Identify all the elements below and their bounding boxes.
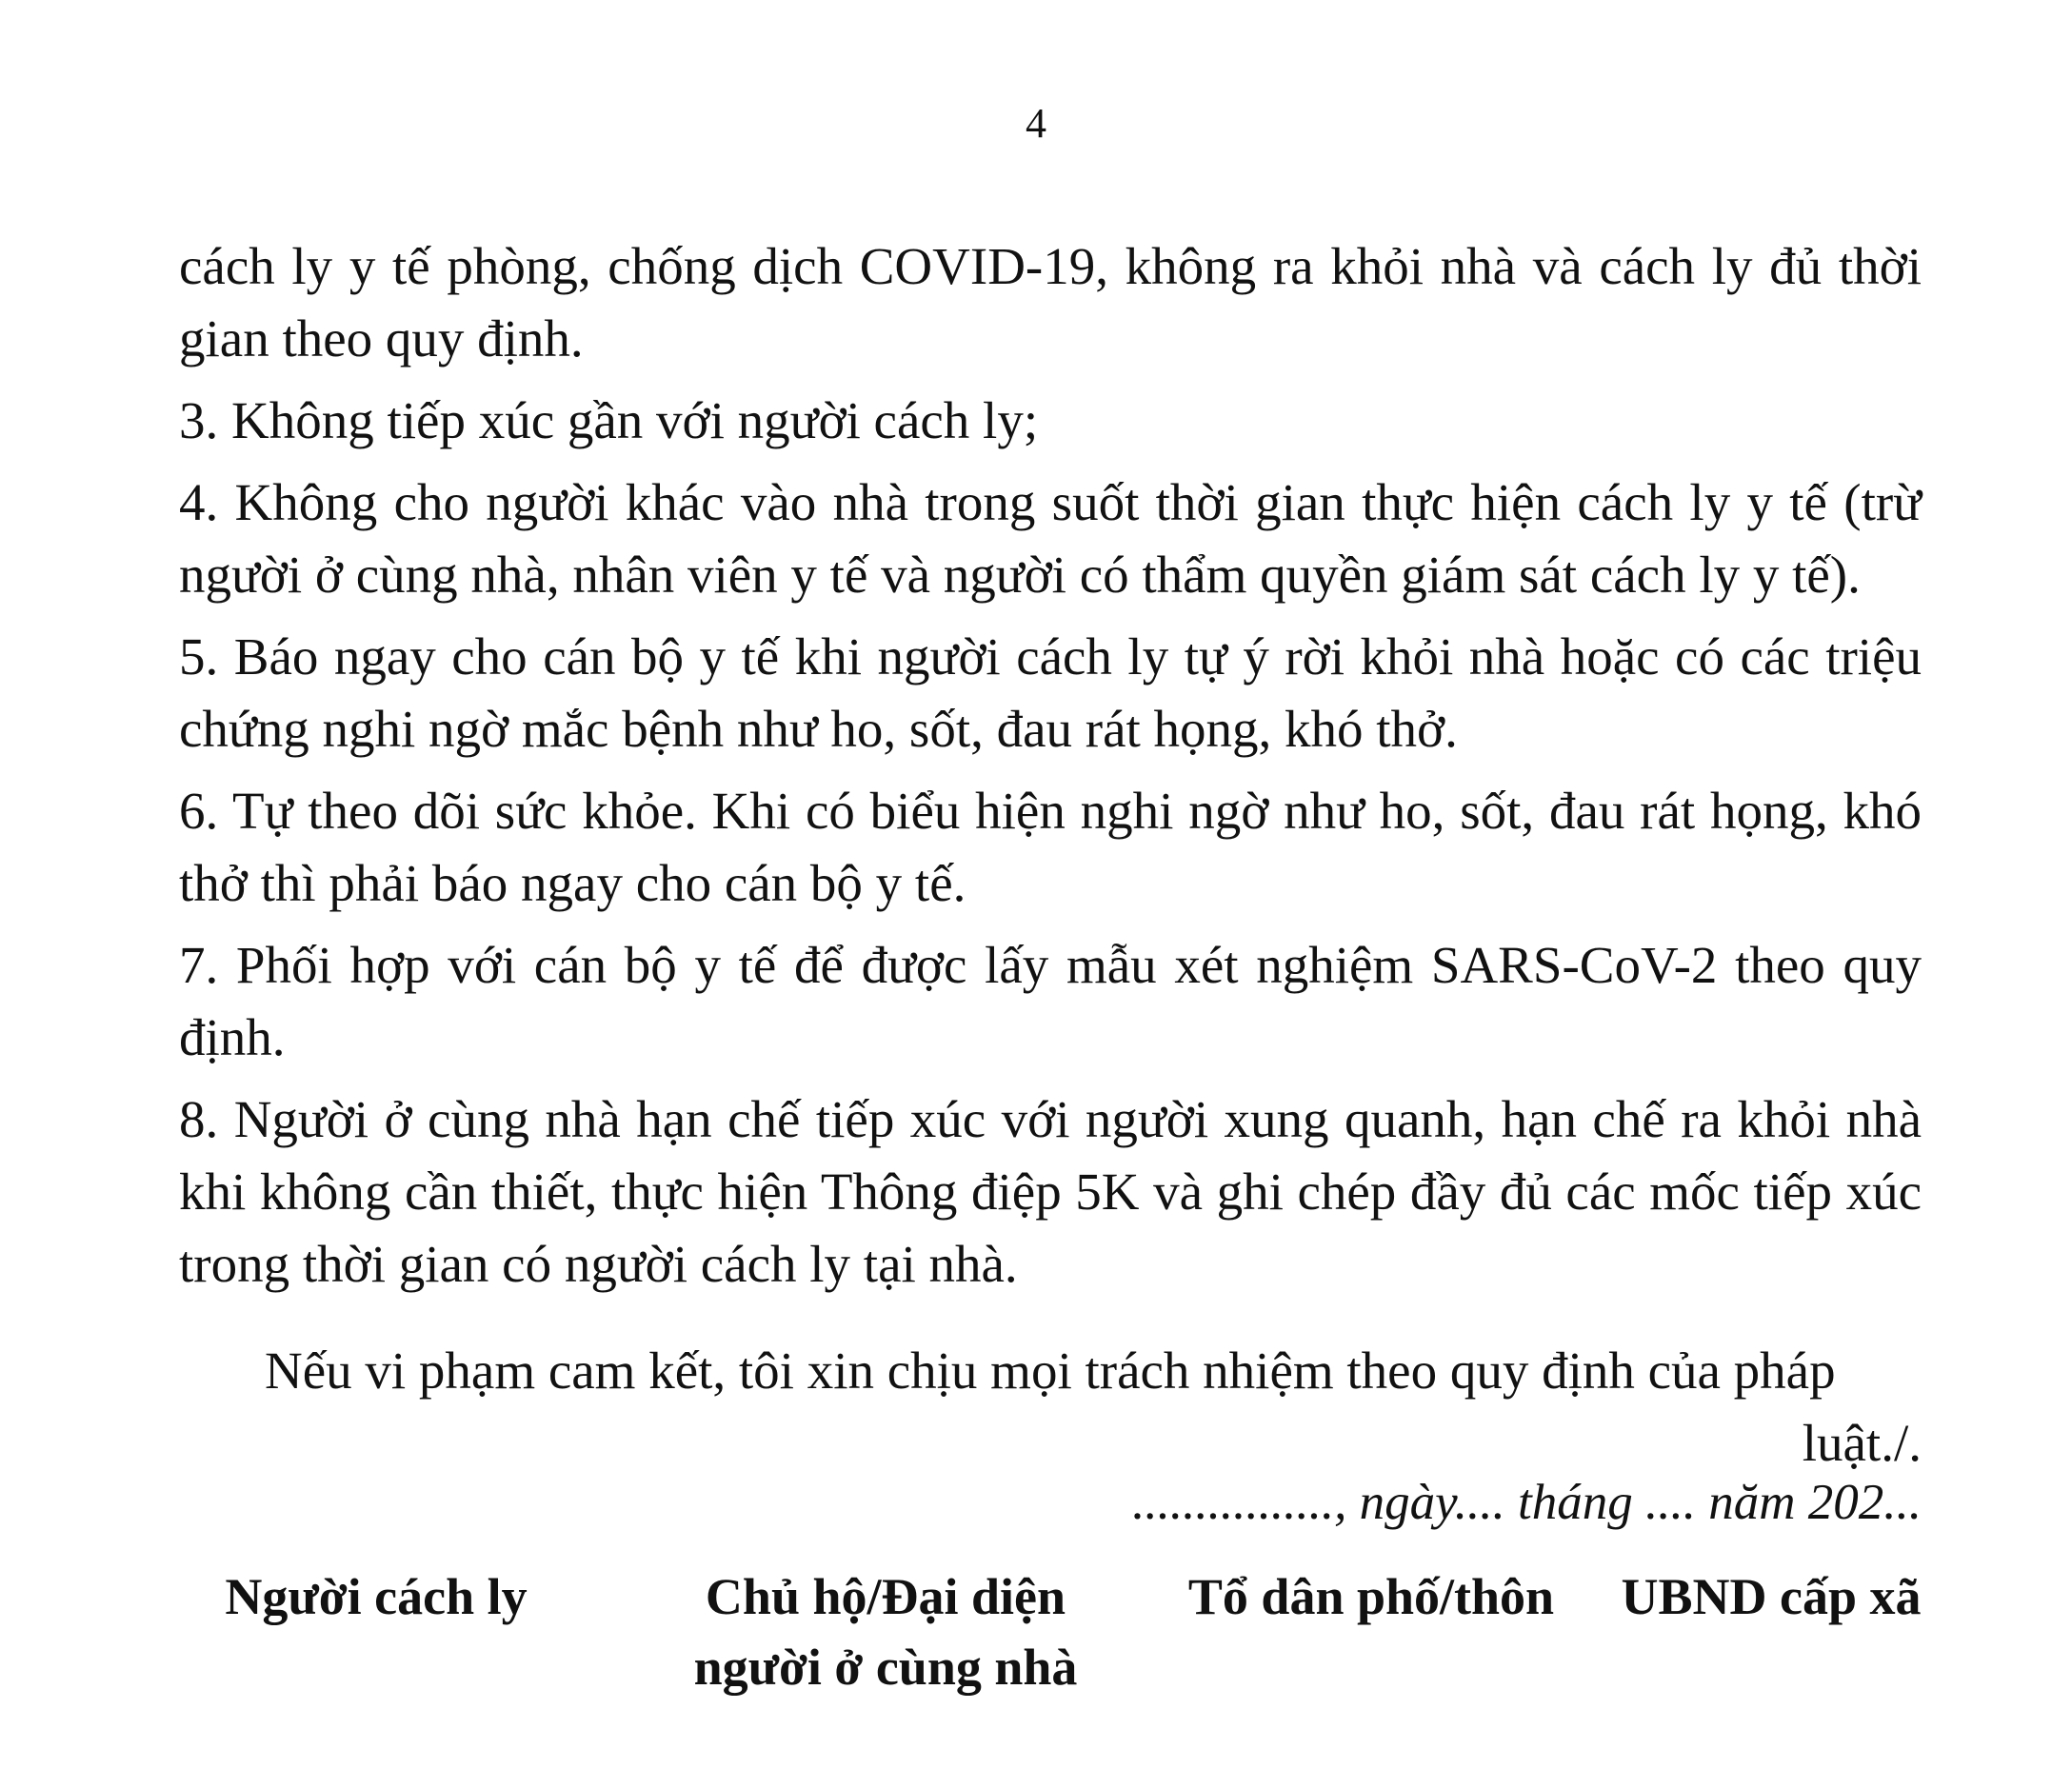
page-number: 4 — [1026, 100, 1046, 147]
signature-label: UBND cấp xã — [1621, 1568, 1922, 1625]
date-line: ................, ngày.... tháng .... năm 202... — [1132, 1475, 1922, 1530]
signature-label: Người cách ly — [225, 1568, 528, 1625]
signature-label: Chủ hộ/Đại diện — [705, 1568, 1066, 1625]
signature-block — [190, 1561, 1933, 1733]
signature-label: Tổ dân phố/thôn — [1187, 1568, 1555, 1625]
closing-line-2: luật./. — [1802, 1414, 1922, 1472]
signature-label: người ở cùng nhà — [693, 1639, 1078, 1696]
paragraph-item-3: 3. Không tiếp xúc gần với người cách ly; — [179, 391, 1039, 449]
closing-statement — [179, 1335, 1922, 1480]
paragraph-continuation: cách ly y tế phòng, chống dịch COVID-19, không ra khỏi nhà và cách ly đủ thời gian theo quy định. — [179, 237, 1922, 368]
document-body — [179, 230, 1922, 1301]
paragraph-item-8: 8. Người ở cùng nhà hạn chế tiếp xúc với người xung quanh, hạn chế ra khỏi nhà khi không cần thiết, thực hiện Thông điệp 5K và ghi chép đầy đủ các mốc tiếp xúc trong thời gian có người cách ly tại nhà. — [179, 1090, 1922, 1293]
signature-residential-group — [1143, 1561, 1600, 1632]
signature-commune-committee — [1600, 1561, 1942, 1632]
paragraph-item-6: 6. Tự theo dõi sức khỏe. Khi có biểu hiện nghi ngờ như ho, sốt, đau rát họng, khó thở thì phải báo ngay cho cán bộ y tế. — [179, 782, 1922, 912]
paragraph-item-5: 5. Báo ngay cho cán bộ y tế khi người cách ly tự ý rời khỏi nhà hoặc có các triệu chứng nghi ngờ mắc bệnh như ho, sốt, đau rát họng, khó thở. — [179, 627, 1922, 758]
signature-household-head — [628, 1561, 1143, 1702]
closing-line-1: Nếu vi phạm cam kết, tôi xin chịu mọi trách nhiệm theo quy định của pháp — [265, 1342, 1836, 1400]
signature-isolated-person — [219, 1561, 533, 1632]
paragraph-item-4: 4. Không cho người khác vào nhà trong suốt thời gian thực hiện cách ly y tế (trừ người ở cùng nhà, nhân viên y tế và người có thẩm quyền giám sát cách ly y tế). — [179, 473, 1922, 604]
paragraph-item-7: 7. Phối hợp với cán bộ y tế để được lấy mẫu xét nghiệm SARS-CoV-2 theo quy định. — [179, 936, 1922, 1066]
